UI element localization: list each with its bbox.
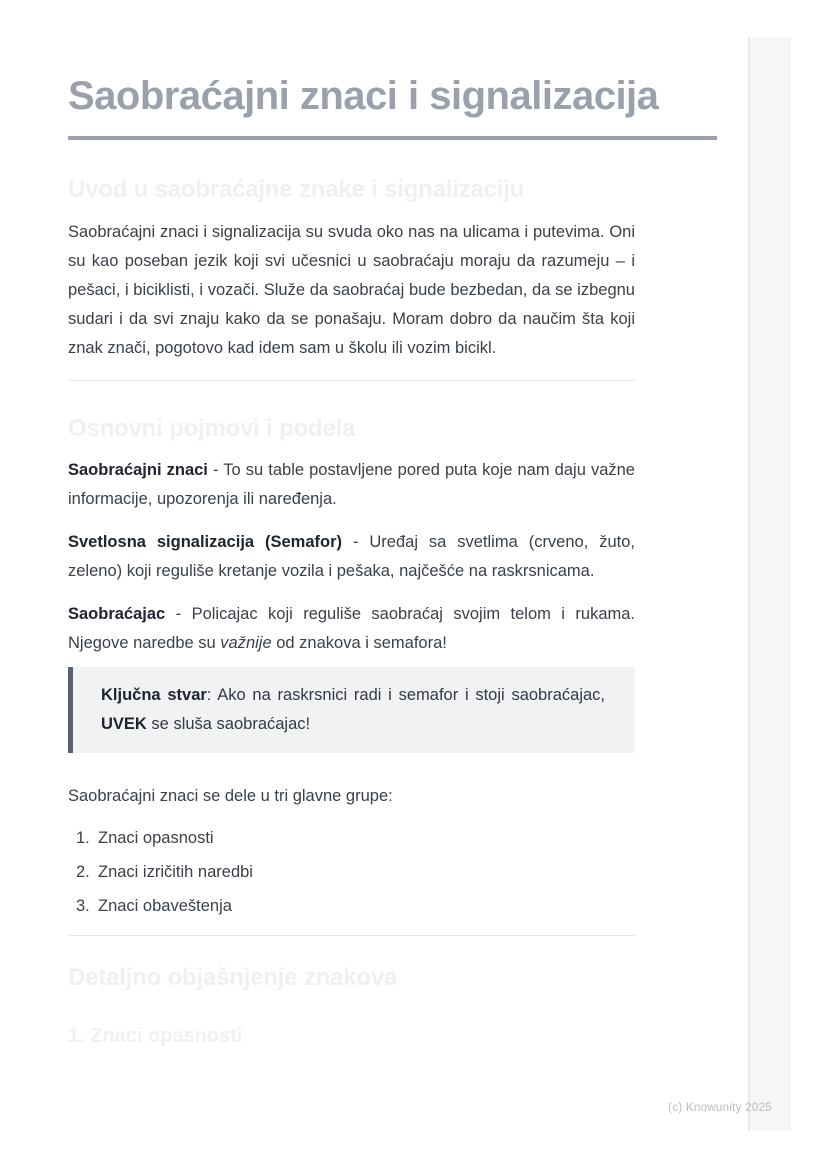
term-definition-post: od znakova i semafora! xyxy=(271,634,447,652)
term-separator: - xyxy=(342,533,370,551)
list-item-number: 2. xyxy=(76,863,90,881)
subsection-heading-danger-signs: 1. Znaci opasnosti xyxy=(68,1025,243,1047)
key-point-callout xyxy=(68,667,635,753)
list-item xyxy=(76,858,635,887)
key-point-pre: Ako na raskrsnici radi i semafor i stoji saobraćajac, xyxy=(217,686,605,704)
term-paragraph-semaphore xyxy=(68,528,635,586)
term-paragraph-traffic-officer xyxy=(68,600,635,658)
list-item-label: Znaci obaveštenja xyxy=(98,897,232,915)
next-page-edge[interactable] xyxy=(748,37,791,1131)
groups-intro-paragraph: Saobraćajni znaci se dele u tri glavne grupe: xyxy=(68,787,393,805)
section-divider xyxy=(68,935,635,936)
copyright-notice: (c) Knowunity 2025 xyxy=(668,1102,772,1114)
key-point-label: Ključna stvar xyxy=(101,686,207,704)
term-label: Svetlosna signalizacija (Semafor) xyxy=(68,533,343,551)
section-heading-intro: Uvod u saobraćajne znake i signalizaciju xyxy=(68,176,525,203)
list-item-number: 3. xyxy=(76,897,90,915)
key-point-emphasis: UVEK xyxy=(101,715,147,733)
section-heading-details: Detaljno objašnjenje znakova xyxy=(68,964,398,991)
sign-groups-list xyxy=(68,824,635,921)
list-item xyxy=(76,824,635,853)
key-point-post: se sluša saobraćajac! xyxy=(146,715,311,733)
term-label: Saobraćajac xyxy=(68,605,166,623)
list-item-label: Znaci opasnosti xyxy=(98,829,214,847)
page-content xyxy=(68,0,659,1050)
list-item-label: Znaci izričitih naredbi xyxy=(98,863,253,881)
section-divider xyxy=(68,380,635,381)
intro-paragraph: Saobraćajni znaci i signalizacija su svuda oko nas na ulicama i putevima. Oni su kao poseban jezik koji svi učesnici u saobraćaju moraju da razumeju – i pešaci, i biciklisti, i vozači. Služe da saobraćaj bude bezbedan, da se izbegnu sudari i da svi znaju kako da se ponašaju. Moram dobro da naučim šta koji znak znači, pogotovo kad idem sam u školu ili vozim bicikl. xyxy=(68,223,635,357)
list-item-number: 1. xyxy=(76,829,90,847)
term-paragraph-signs xyxy=(68,456,635,514)
page-title: Saobraćajni znaci i signalizacija xyxy=(68,74,659,118)
key-point-colon: : xyxy=(206,686,218,704)
term-label: Saobraćajni znaci xyxy=(68,461,208,479)
term-definition-pre: Policajac koji reguliše saobraćaj svojim telom i rukama. Njegove naredbe su xyxy=(68,605,635,652)
list-item xyxy=(76,892,635,921)
key-point-text xyxy=(101,681,605,739)
term-definition: Uređaj sa svetlima (crveno, žuto, zeleno) koji reguliše kretanje vozila i pešaka, najčešće na raskrsnicama. xyxy=(68,533,635,580)
section-heading-basics: Osnovni pojmovi i podela xyxy=(68,415,356,442)
term-separator: - xyxy=(165,605,192,623)
term-separator: - xyxy=(207,461,224,479)
title-underline-rule xyxy=(68,136,717,140)
term-definition-italic: važnije xyxy=(220,634,272,652)
term-definition: To su table postavljene pored puta koje nam daju važne informacije, upozorenja ili naređenja. xyxy=(68,461,635,508)
